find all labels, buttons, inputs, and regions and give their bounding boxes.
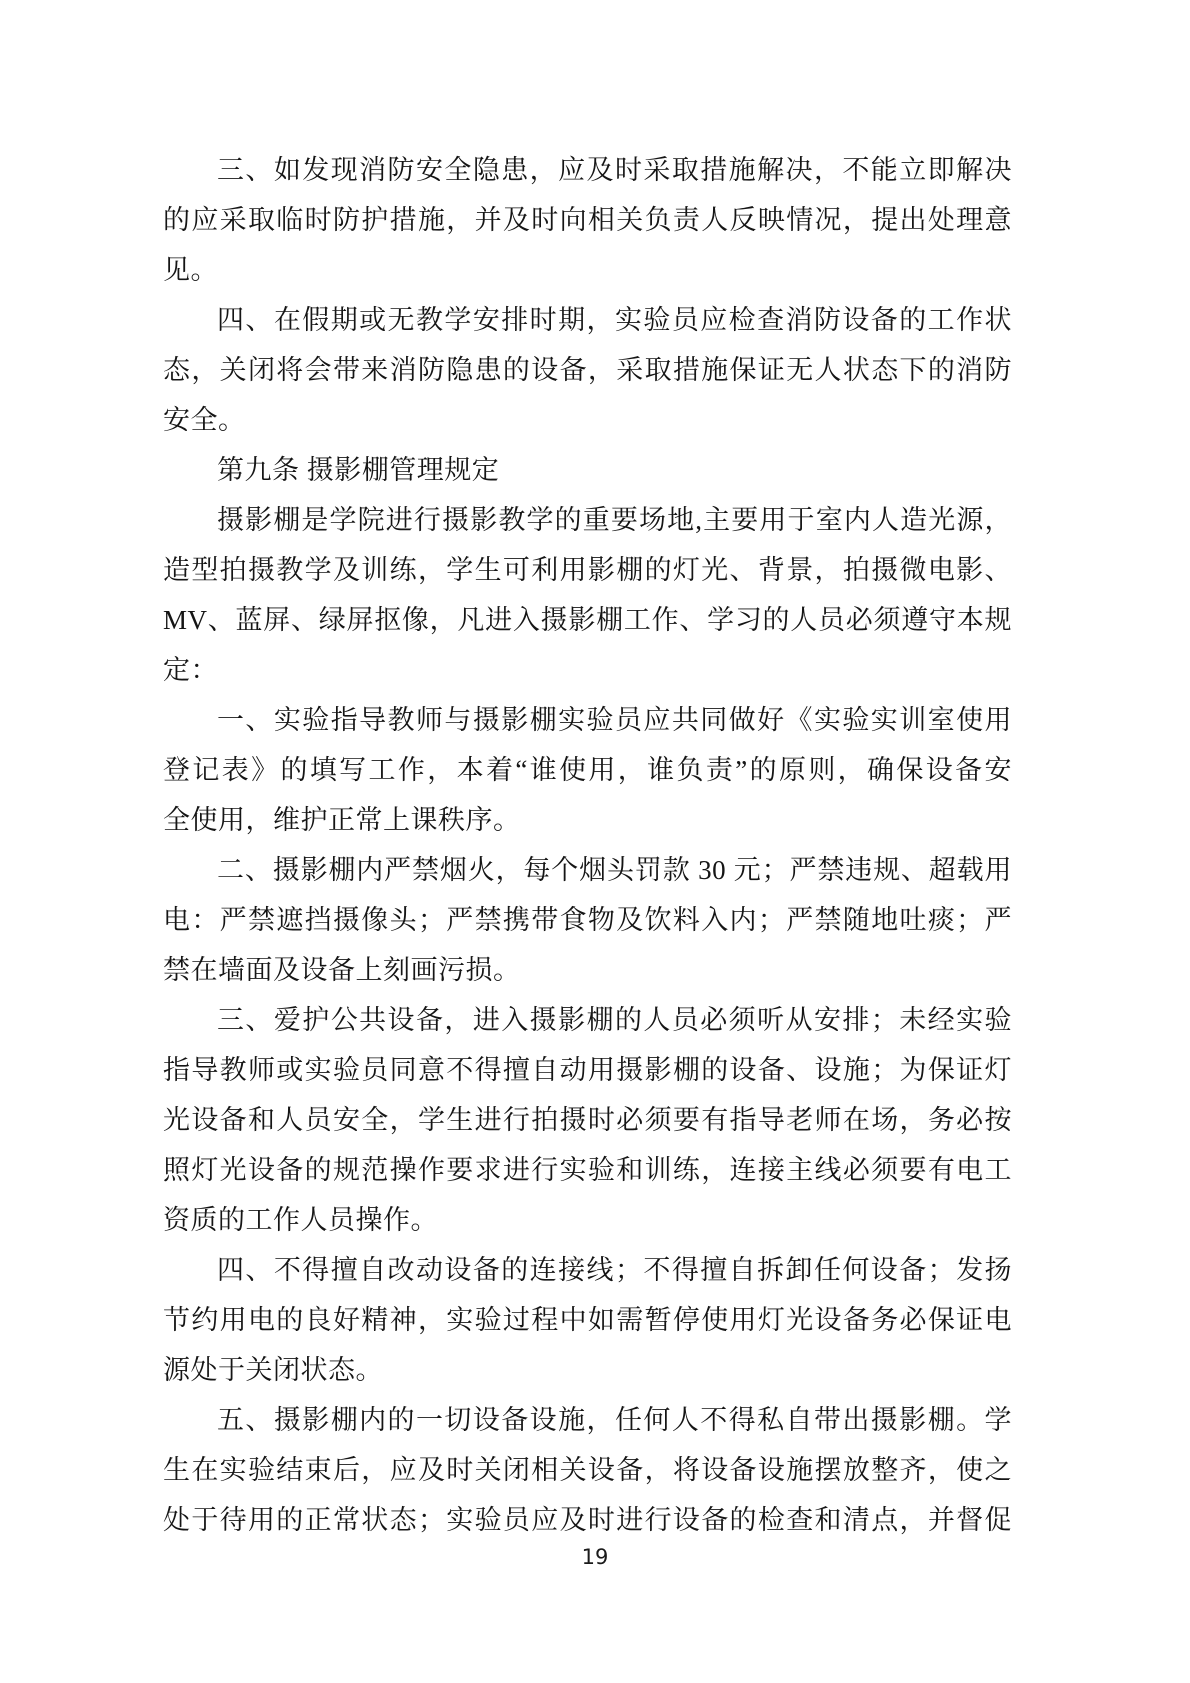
document-line: 光设备和人员安全，学生进行拍摄时必须要有指导老师在场，务必按 — [163, 1105, 1012, 1135]
document-line: 资质的工作人员操作。 — [163, 1205, 438, 1235]
document-line: 三、如发现消防安全隐患，应及时采取措施解决，不能立即解决 — [217, 155, 1012, 185]
document-line: 处于待用的正常状态；实验员应及时进行设备的检查和清点，并督促 — [163, 1505, 1012, 1535]
document-line: 五、摄影棚内的一切设备设施，任何人不得私自带出摄影棚。学 — [217, 1405, 1012, 1435]
page-number: 19 — [581, 1545, 609, 1569]
document-line: 源处于关闭状态。 — [163, 1355, 383, 1385]
document-line: 四、在假期或无教学安排时期，实验员应检查消防设备的工作状 — [217, 305, 1012, 335]
document-line: 第九条 摄影棚管理规定 — [217, 455, 500, 485]
document-line: 的应采取临时防护措施，并及时向相关负责人反映情况，提出处理意 — [163, 205, 1012, 235]
document-line: 全使用，维护正常上课秩序。 — [163, 805, 521, 835]
document-line: 指导教师或实验员同意不得擅自动用摄影棚的设备、设施；为保证灯 — [163, 1055, 1012, 1085]
document-line: 一、实验指导教师与摄影棚实验员应共同做好《实验实训室使用 — [217, 705, 1012, 735]
document-line: 生在实验结束后，应及时关闭相关设备，将设备设施摆放整齐，使之 — [163, 1455, 1012, 1485]
document-line: 照灯光设备的规范操作要求进行实验和训练，连接主线必须要有电工 — [163, 1155, 1012, 1185]
document-line: 摄影棚是学院进行摄影教学的重要场地,主要用于室内人造光源， — [217, 505, 1012, 535]
document-line: 节约用电的良好精神，实验过程中如需暂停使用灯光设备务必保证电 — [163, 1305, 1012, 1335]
document-line: 安全。 — [163, 405, 246, 435]
document-line: 三、爱护公共设备，进入摄影棚的人员必须听从安排；未经实验 — [217, 1005, 1012, 1035]
document-line: 登记表》的填写工作，本着“谁使用，谁负责”的原则，确保设备安 — [163, 755, 1012, 785]
document-line: 二、摄影棚内严禁烟火，每个烟头罚款 30 元；严禁违规、超载用 — [217, 855, 1012, 885]
document-line: 电：严禁遮挡摄像头；严禁携带食物及饮料入内；严禁随地吐痰；严 — [163, 905, 1012, 935]
document-line: 态，关闭将会带来消防隐患的设备，采取措施保证无人状态下的消防 — [163, 355, 1012, 385]
document-line: 禁在墙面及设备上刻画污损。 — [163, 955, 521, 985]
document-line: 定： — [163, 655, 218, 685]
document-line: MV、蓝屏、绿屏抠像，凡进入摄影棚工作、学习的人员必须遵守本规 — [163, 605, 1012, 635]
text-column — [163, 145, 1012, 1545]
document-line: 见。 — [163, 255, 218, 285]
document-line: 造型拍摄教学及训练，学生可利用影棚的灯光、背景，拍摄微电影、 — [163, 555, 1012, 585]
document-line: 四、不得擅自改动设备的连接线；不得擅自拆卸任何设备；发扬 — [217, 1255, 1012, 1285]
